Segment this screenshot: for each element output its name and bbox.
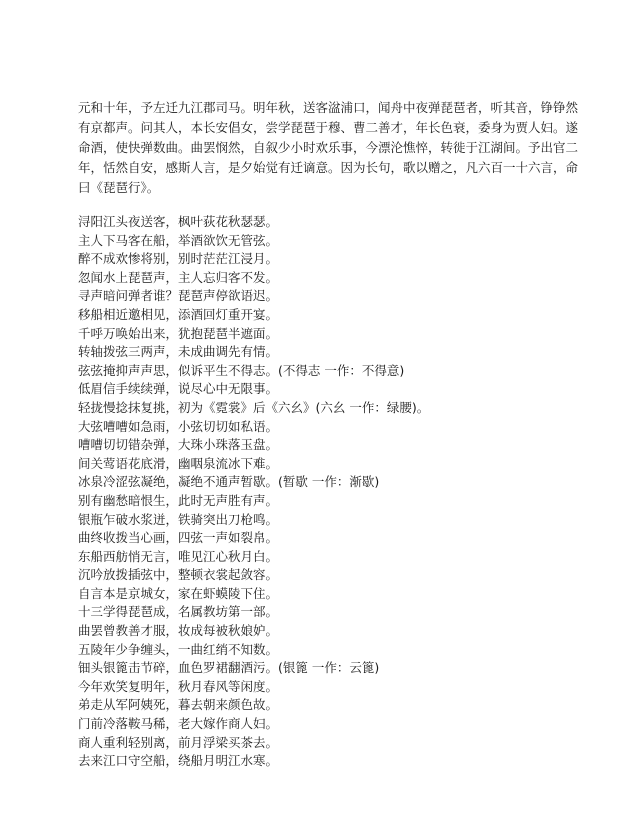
poem-line: 大弦嘈嘈如急雨，小弦切切如私语。: [78, 418, 279, 434]
poem-line: 弟走从军阿姨死，暮去朝来颜色故。: [78, 697, 279, 713]
poem-line: 去来江口守空船，绕船月明江水寒。: [78, 753, 279, 769]
poem-line: 忽闻水上琵琶声，主人忘归客不发。: [78, 269, 279, 285]
poem-line: 轻拢慢捻抹复挑，初为《霓裳》后《六幺》(六幺 一作：绿腰)。: [78, 399, 430, 415]
poem-line: 五陵年少争缠头，一曲红绡不知数。: [78, 641, 279, 657]
poem-line: 千呼万唤始出来，犹抱琵琶半遮面。: [78, 325, 279, 341]
poem-line: 曲罢曾教善才服，妆成每被秋娘妒。: [78, 623, 279, 639]
poem-line: 移船相近邀相见，添酒回灯重开宴。: [78, 306, 279, 322]
poem-lines: [78, 213, 578, 771]
poem-line: 门前冷落鞍马稀，老大嫁作商人妇。: [78, 716, 279, 732]
poem-line: 沉吟放拨插弦中，整顿衣裳起敛容。: [78, 567, 279, 583]
poem-line: 东船西舫悄无言，唯见江心秋月白。: [78, 548, 279, 564]
poem-line: 自言本是京城女，家在虾蟆陵下住。: [78, 585, 279, 601]
poem-line: 浔阳江头夜送客，枫叶荻花秋瑟瑟。: [78, 214, 279, 229]
poem-line: 钿头银篦击节碎，血色罗裙翻酒污。(银篦 一作：云篦): [78, 660, 380, 676]
poem-line: 银瓶乍破水浆迸，铁骑突出刀枪鸣。: [78, 511, 279, 527]
poem-line: 弦弦掩抑声声思，似诉平生不得志。(不得志 一作：不得意): [78, 362, 405, 378]
poem-line: 曲终收拨当心画，四弦一声如裂帛。: [78, 530, 279, 546]
poem-line: 主人下马客在船，举酒欲饮无管弦。: [78, 232, 279, 248]
poem-line: 转轴拨弦三两声，未成曲调先有情。: [78, 344, 279, 360]
poem-line: 十三学得琵琶成，名属教坊第一部。: [78, 604, 279, 620]
poem-line: 间关莺语花底滑，幽咽泉流冰下难。: [78, 455, 279, 471]
poem-line: 今年欢笑复明年，秋月春风等闲度。: [78, 678, 279, 694]
poem-line: 商人重利轻别离，前月浮梁买茶去。: [78, 734, 279, 750]
poem-line: 嘈嘈切切错杂弹，大珠小珠落玉盘。: [78, 437, 279, 453]
poem-line: 低眉信手续续弹，说尽心中无限事。: [78, 381, 279, 397]
document-page: [78, 98, 578, 771]
poem-line: 寻声暗问弹者谁？琵琶声停欲语迟。: [78, 288, 279, 304]
poem-line: 别有幽愁暗恨生，此时无声胜有声。: [78, 492, 279, 508]
poem-line: 冰泉冷涩弦凝绝，凝绝不通声暂歇。(暂歇 一作：渐歇): [78, 474, 380, 490]
preface-paragraph: 元和十年，予左迁九江郡司马。明年秋，送客湓浦口，闻舟中夜弹琵琶者，听其音，铮铮然有京都声。问其人，本长安倡女，尝学琵琶于穆、曹二善才，年长色衰，委身为贾人妇。遂命酒，使快弹数曲。曲罢悯然，自叙少小时欢乐事，今漂沦憔悴，转徙于江湖间。予出官二年，恬然自安，感斯人言，是夕始觉有迁谪意。因为长句，歌以赠之，凡六百一十六言，命曰《琵琶行》。: [78, 100, 579, 195]
poem-line: 醉不成欢惨将别，别时茫茫江浸月。: [78, 251, 279, 267]
